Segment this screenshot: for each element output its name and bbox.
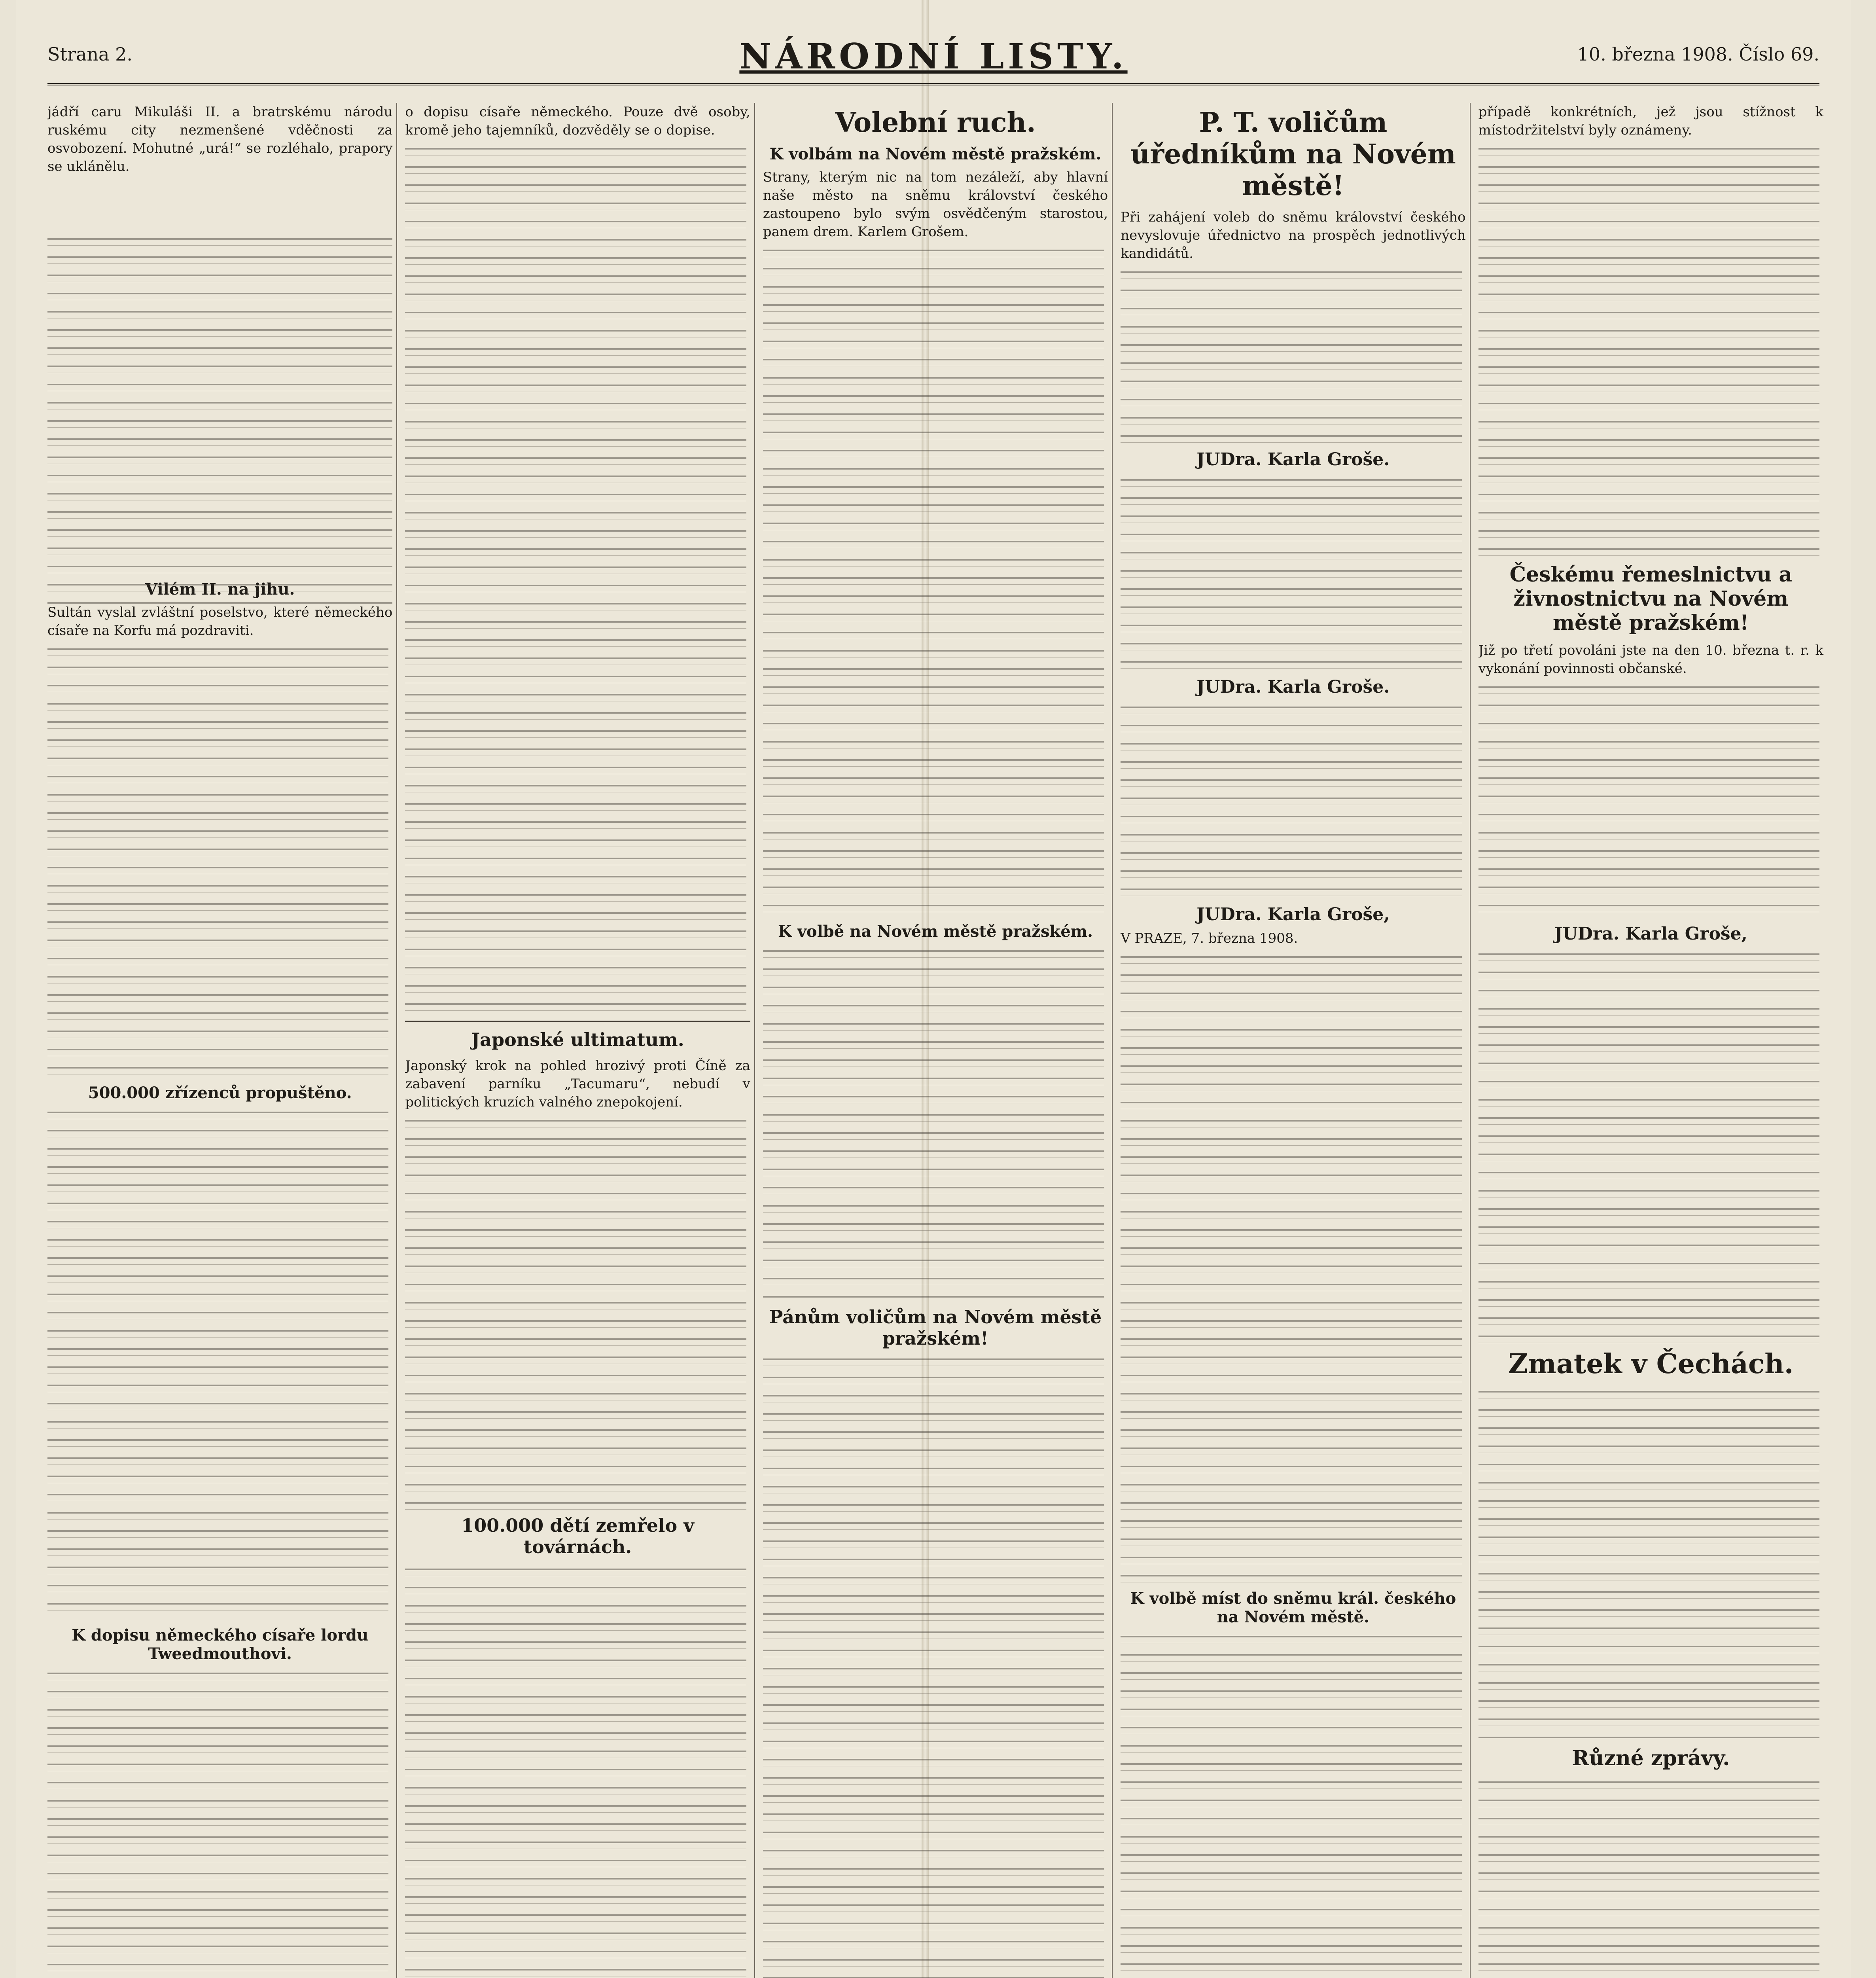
text-block	[47, 1107, 388, 1621]
heading: Zmatek v Čechách.	[1508, 1348, 1794, 1380]
newspaper-page	[16, 0, 1851, 1978]
text-block	[763, 945, 1104, 1302]
text-block	[763, 245, 1104, 917]
text-block	[405, 1115, 746, 1511]
heading: 100.000 dětí zemřelo v továrnách.	[461, 1515, 694, 1557]
article-text: případě konkrétních, jež jsou stížnost k místodržitelství byly oznámeny.	[1478, 104, 1824, 138]
subheading: K volbám na Novém městě pražském.	[769, 145, 1102, 163]
text-block	[1121, 267, 1461, 445]
text-block	[1478, 949, 1819, 1344]
issue-date-number: 10. března 1908. Číslo 69.	[1577, 44, 1819, 65]
column-5	[1478, 103, 1827, 1978]
text-block	[1478, 143, 1819, 559]
text-block	[1478, 1777, 1819, 1978]
subheading: K volbě míst do sněmu král. českého na Novém městě.	[1130, 1589, 1456, 1626]
subheading: K volbě na Novém městě pražském.	[778, 922, 1093, 941]
subheading: Pánům voličům na Novém městě pražském!	[769, 1306, 1102, 1349]
article-text: o dopisu císaře německého. Pouze dvě osoby, kromě jeho tajemníků, dozvěděly se o dopise.	[405, 104, 750, 138]
text-block	[1121, 951, 1461, 1584]
heading: Českému řemeslnictvu a živnostnictvu na Novém městě pražském!	[1509, 563, 1793, 635]
article-text: jádří caru Mikuláši II. a bratrskému národu ruskému city nezmenšené vděčnosti za osvobození. Mohutné „urá!“ se rozléhalo, prapory se uklánělu.	[47, 104, 393, 174]
column-3	[763, 103, 1113, 1978]
subheading: 500.000 zřízenců propuštěno.	[88, 1084, 352, 1102]
candidate-name: JUDra. Karla Groše.	[1196, 449, 1390, 470]
text-block	[47, 233, 392, 609]
text-block	[1478, 1386, 1819, 1742]
text-block	[47, 644, 388, 1079]
column-4	[1121, 103, 1470, 1978]
article-columns	[47, 103, 1827, 1978]
page-number: Strana 2.	[47, 44, 133, 65]
text-block	[47, 1668, 388, 1978]
text-block	[1121, 1631, 1461, 1978]
heading: Japonské ultimatum.	[471, 1029, 684, 1050]
article-text: V PRAZE, 7. března 1908.	[1121, 930, 1298, 946]
subheading: K dopisu německého císaře lordu Tweedmouthovi.	[72, 1626, 369, 1663]
text-block	[1121, 474, 1461, 672]
heading: Různé zprávy.	[1572, 1746, 1730, 1770]
column-1	[47, 103, 397, 1978]
article-text: Sultán vyslal zvláštní poselstvo, které německého císaře na Korfu má pozdraviti.	[47, 604, 393, 638]
subheading: Vilém II. na jihu.	[145, 580, 295, 599]
text-block	[1121, 702, 1461, 900]
article-text: Již po třetí povoláni jste na den 10. března t. r. k vykonání povinnosti občanské.	[1478, 642, 1824, 676]
text-block	[405, 143, 746, 1014]
heading: Volební ruch.	[835, 107, 1036, 138]
column-2	[405, 103, 755, 1978]
text-block	[405, 1564, 746, 1978]
newspaper-title: NÁRODNÍ LISTY.	[739, 36, 1128, 77]
candidate-name: JUDra. Karla Groše.	[1196, 677, 1390, 697]
masthead	[47, 28, 1819, 85]
text-block	[1478, 682, 1819, 919]
article-text: Při zahájení voleb do sněmu království českého nevyslovuje úřednictvo na prospěch jednotlivých kandidátů.	[1121, 209, 1466, 261]
article-text: Strany, kterým nic na tom nezáleží, aby hlavní naše město na sněmu království českého zastoupeno bylo svým osvědčeným starostou, panem drem. Karlem Grošem.	[763, 169, 1108, 240]
text-block	[763, 1354, 1104, 1978]
article-text: Japonský krok na pohled hrozivý proti Číně za zabavení parníku „Tacumaru“, nebudí v politických kruzích valného znepokojení.	[405, 1058, 750, 1110]
candidate-name: JUDra. Karla Groše,	[1554, 924, 1747, 944]
heading: P. T. voličům úředníkům na Novém městě!	[1130, 107, 1456, 202]
candidate-name: JUDra. Karla Groše,	[1196, 904, 1390, 925]
